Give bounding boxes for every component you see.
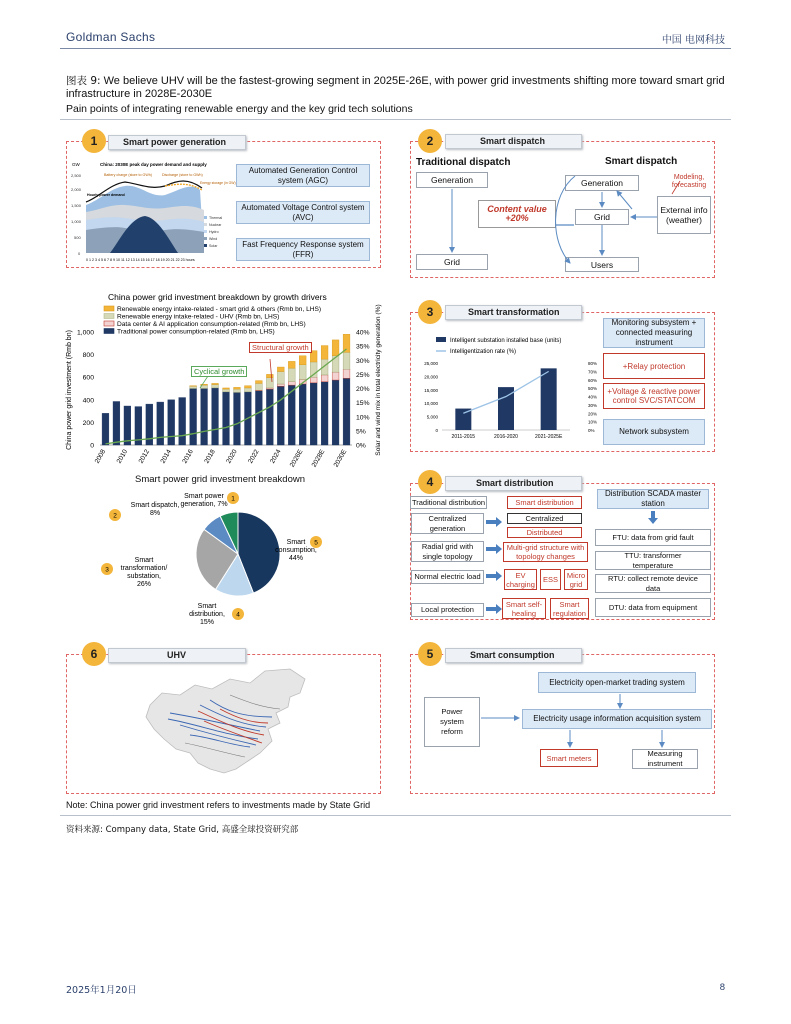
- mini-ann-demand: Hourly power demand: [87, 193, 125, 197]
- bar-segment: [299, 365, 306, 380]
- bar-x-tick: 2008: [93, 448, 108, 465]
- sub-left-tick: 5,000: [426, 414, 438, 420]
- bar-x-tick: 2020: [225, 448, 239, 465]
- bar-segment: [277, 384, 284, 386]
- pie-label-transformation: substation,: [127, 573, 161, 580]
- bar-legend-swatch: [104, 314, 114, 319]
- bar-segment: [299, 356, 306, 365]
- bar-left-tick: 800: [82, 352, 94, 360]
- bar-segment: [255, 391, 262, 445]
- sub-bar: [541, 368, 557, 430]
- bar-segment: [288, 382, 295, 385]
- modeling-forecasting-label: Modeling, forecasting: [671, 174, 707, 189]
- mini-ann-storage: Energy storage (in GW): [200, 181, 236, 185]
- pie-title: Smart power grid investment breakdown: [135, 474, 306, 485]
- bar-right-tick: 15%: [356, 400, 370, 408]
- pie-label-generation: Smart power: [184, 493, 224, 500]
- bar-right-tick: 40%: [356, 329, 370, 337]
- avc-box: Automated Voltage Control system (AVC): [236, 201, 370, 224]
- network-subsystem-box: Network subsystem: [603, 419, 705, 445]
- monitoring-subsystem-box: [603, 318, 705, 348]
- smart-dispatch-title: Smart dispatch: [605, 156, 678, 167]
- ftu-box: FTU: data from grid fault: [595, 529, 711, 546]
- panel-1-title: Smart power generation: [108, 135, 246, 150]
- note-rule: [60, 815, 731, 816]
- bar-legend-swatch: [104, 306, 114, 311]
- dispatch-arrows: [410, 141, 715, 278]
- bar-segment: [321, 382, 328, 445]
- centralized-generation-box: Centralized generation: [411, 513, 484, 534]
- panel-5-title: Smart consumption: [445, 648, 582, 663]
- bar-x-tick: 2018: [203, 448, 217, 465]
- mini-legend: Wind: [209, 237, 218, 241]
- bar-left-tick: 1,000: [76, 329, 94, 337]
- bar-segment: [157, 402, 164, 445]
- panel-4-badge: 4: [418, 470, 442, 494]
- bar-left-axis-label: China power grid investment (Rmb bn): [66, 330, 73, 450]
- bar-segment: [245, 388, 252, 392]
- sub-x-tick: 2016-2020: [494, 434, 518, 440]
- bar-segment: [266, 374, 273, 377]
- sub-legend-bar: [436, 337, 446, 342]
- arrow-icon: [486, 604, 502, 614]
- figure-title: [66, 75, 731, 101]
- bar-segment: [343, 378, 350, 445]
- bar-right-tick: 10%: [356, 414, 370, 422]
- bar-x-tick: 2014: [159, 448, 173, 465]
- monitoring-subsystem-label: Monitoring subsystem + connected measuring instrument: [611, 318, 697, 347]
- sub-x-tick: 2011-2015: [451, 434, 476, 440]
- bar-legend-swatch: [104, 329, 114, 334]
- sub-left-tick: 15,000: [424, 387, 438, 393]
- micro-grid-box: Micro grid: [564, 569, 588, 590]
- distribution-arrows: [410, 483, 715, 623]
- content-value-line1: Content value: [487, 204, 547, 214]
- bar-chart-ann-structural: Structural growth: [249, 342, 312, 353]
- bar-segment: [266, 389, 273, 445]
- sub-right-tick: 30%: [588, 402, 598, 408]
- mini-ytick: 500: [74, 235, 81, 240]
- bar-legend-label: Renewable energy intake-related - smart grid & others (Rmb bn, LHS): [117, 306, 322, 313]
- sub-bar: [455, 409, 471, 430]
- mini-xlabel: 0 1 2 3 4 5 6 7 8 9 10 11 12 13 14 15 16 17 18 19 20 21 22 23 hours: [86, 258, 195, 262]
- dtu-box: DTU: data from equipment: [595, 598, 711, 617]
- bar-left-tick: 600: [82, 374, 94, 382]
- mini-legend: Hydro: [209, 230, 219, 234]
- mini-ytick: 2,500: [71, 173, 82, 178]
- sub-right-tick: 70%: [588, 369, 598, 375]
- svc-statcom-box: +Voltage & reactive power control SVC/STATCOM: [603, 383, 705, 409]
- footer-page: 8: [719, 982, 725, 993]
- bar-segment: [255, 381, 262, 384]
- footer-date: 2025年1月20日: [66, 985, 137, 996]
- pie-label-transformation: Smart: [134, 557, 154, 564]
- bar-segment: [201, 389, 208, 446]
- bar-right-axis-label: Solar and wind mix in total electricity generation (%): [375, 304, 382, 456]
- figure-label: 图表 9:: [66, 75, 101, 87]
- bar-left-tick: 0: [90, 442, 94, 450]
- multi-grid-box: Multi-grid structure with topology changes: [503, 542, 588, 562]
- panel-1-badge: 1: [82, 129, 106, 153]
- bar-segment: [223, 392, 230, 445]
- bar-right-tick: 20%: [356, 386, 370, 393]
- mini-load-chart: [70, 160, 236, 265]
- bar-x-tick: 2028E: [310, 448, 327, 469]
- bar-left-tick: 400: [82, 397, 94, 405]
- pie-label-distribution: 15%: [199, 619, 215, 626]
- smart-regulation-box: Smart regulation: [550, 598, 589, 619]
- smart-grid-box: Grid: [575, 209, 629, 225]
- sub-right-tick: 0%: [588, 428, 595, 433]
- smart-distribution-head: Smart distribution: [507, 496, 582, 509]
- bar-segment: [234, 389, 241, 392]
- china-map-outline: [146, 669, 305, 773]
- local-protection-box: Local protection: [411, 603, 484, 617]
- external-info-box: External info (weather): [657, 196, 711, 234]
- rtu-box: RTU: collect remote device data: [595, 574, 711, 593]
- bar-segment: [190, 386, 197, 388]
- title-rule: [60, 119, 731, 120]
- normal-load-box: Normal electric load: [411, 570, 484, 584]
- pie-badge-label: 2: [113, 512, 117, 520]
- pie-label-consumption: 44%: [288, 555, 304, 562]
- centralized-box: Centralized: [507, 513, 582, 524]
- bar-right-tick: 0%: [356, 442, 366, 450]
- smart-generation-box: Generation: [565, 175, 639, 191]
- traditional-dispatch-title: Traditional dispatch: [416, 157, 511, 168]
- substation-chart: [420, 333, 600, 443]
- ttu-box: TTU: transformer temperature: [595, 551, 711, 570]
- bar-segment: [332, 372, 339, 380]
- panel-3-title: Smart transformation: [445, 305, 582, 320]
- bar-x-tick: 2024: [269, 448, 283, 465]
- bar-segment: [234, 387, 241, 389]
- header-sector: 中国 电网科技: [661, 35, 725, 46]
- bar-right-tick: 35%: [356, 343, 370, 351]
- panel-2-title: Smart dispatch: [445, 134, 582, 149]
- ess-box: ESS: [540, 569, 561, 590]
- ev-charging-box: EV charging: [504, 569, 537, 590]
- grid-investment-bar-chart: [60, 290, 395, 469]
- trad-grid-box: Grid: [416, 254, 488, 270]
- bar-right-tick: 25%: [356, 371, 370, 379]
- sub-legend-line-label: Intelligentization rate (%): [450, 349, 517, 355]
- bar-segment: [255, 383, 262, 390]
- mini-ann-discharge: Discharge (store to GWh): [162, 173, 203, 177]
- pie-label-distribution: distribution,: [189, 611, 225, 618]
- mini-legend: Thermal: [209, 216, 223, 220]
- arrow-icon: [486, 571, 502, 581]
- bar-segment: [277, 386, 284, 445]
- bar-segment: [299, 384, 306, 445]
- bar-legend-label: Data center & AI application consumption-related (Rmb bn, LHS): [117, 321, 306, 328]
- relay-protection-box: +Relay protection: [603, 353, 705, 379]
- pie-label-transformation: transformation/: [120, 565, 168, 572]
- bar-segment: [310, 377, 317, 383]
- trading-system-box: Electricity open-market trading system: [538, 672, 696, 693]
- bar-segment: [343, 369, 350, 378]
- bar-segment: [332, 380, 339, 445]
- bar-segment: [190, 389, 197, 446]
- bar-x-tick: 2010: [115, 448, 130, 465]
- pie-label-transformation: 26%: [136, 581, 152, 588]
- sub-right-tick: 80%: [588, 361, 598, 366]
- trad-distribution-head: Traditional distribution: [410, 496, 487, 509]
- mini-unit: GW: [72, 162, 80, 167]
- scada-master-box: Distribution SCADA master station: [597, 489, 709, 509]
- figure-subtitle: Pain points of integrating renewable energy and the key grid tech solutions: [66, 103, 413, 115]
- arrow-icon: [486, 517, 502, 527]
- sub-x-tick: 2021-2025E: [535, 434, 563, 440]
- bar-segment: [277, 367, 284, 372]
- sub-right-tick: 10%: [588, 419, 598, 425]
- sub-left-tick: 0: [435, 428, 438, 433]
- bar-segment: [288, 368, 295, 382]
- mini-ytick: 1,000: [71, 219, 82, 224]
- figure-note: Note: China power grid investment refers to investments made by State Grid: [66, 800, 371, 810]
- pie-badge-label: 5: [314, 539, 318, 547]
- bar-segment: [212, 385, 219, 388]
- panel-6-title: UHV: [108, 648, 246, 663]
- bar-segment: [332, 340, 339, 356]
- mini-ann-charge: Battery charge (store to GWh): [104, 173, 152, 177]
- figure-source: 资料来源: Company data, State Grid, 高盛全球投资研究部: [66, 825, 299, 835]
- bar-right-tick: 5%: [356, 428, 366, 436]
- measuring-instrument-box: Measuring instrument: [632, 749, 698, 769]
- bar-left-tick: 200: [82, 419, 94, 427]
- arrow-icon: [486, 544, 502, 554]
- agc-box: Automated Generation Control system (AGC): [236, 164, 370, 187]
- power-system-reform-box: Power system reform: [424, 697, 480, 747]
- bar-legend-label: Renewable energy intake-related - UHV (Rmb bn, LHS): [117, 313, 280, 321]
- pie-label-dispatch: Smart dispatch,: [130, 502, 180, 509]
- trad-generation-box: Generation: [416, 172, 488, 188]
- uhv-china-map: [140, 665, 315, 790]
- bar-segment: [234, 392, 241, 445]
- radial-grid-box: Radial grid with single topology: [411, 541, 484, 562]
- sub-left-tick: 20,000: [424, 374, 438, 380]
- acquisition-system-box: Electricity usage information acquisition system: [522, 709, 712, 729]
- bar-x-tick: 2030E: [332, 448, 349, 469]
- sub-right-tick: 40%: [588, 394, 598, 400]
- mini-legend: Nuclear: [209, 223, 222, 227]
- bar-segment: [288, 361, 295, 368]
- sub-right-tick: 50%: [588, 386, 598, 392]
- pie-label-distribution: Smart: [197, 603, 217, 610]
- bar-x-tick: 2022: [247, 448, 261, 465]
- bar-segment: [321, 346, 328, 360]
- pie-badge-label: 1: [231, 495, 235, 503]
- smart-grid-pie-chart: [60, 490, 390, 630]
- bar-segment: [310, 383, 317, 445]
- bar-right-tick: 30%: [356, 357, 370, 365]
- sub-left-tick: 25,000: [424, 361, 438, 366]
- bar-segment: [190, 386, 197, 387]
- mini-ytick: 1,500: [71, 203, 82, 208]
- figure-title-text: We believe UHV will be the fastest-growing segment in 2025E-26E, with power grid investments shifting more toward smart grid infrastructure in 2028E-2030E: [66, 75, 725, 100]
- pie-label-consumption: consumption,: [275, 547, 317, 554]
- bar-segment: [124, 406, 131, 445]
- sub-right-tick: 20%: [588, 411, 598, 417]
- panel-6-badge: 6: [82, 642, 106, 666]
- sub-right-tick: 60%: [588, 377, 598, 383]
- bar-x-tick: 2012: [137, 448, 152, 465]
- mini-title: China: 2030E peak day power demand and supply: [100, 162, 207, 167]
- pie-label-dispatch: 8%: [149, 510, 161, 517]
- pie-label-generation: generation, 7%: [180, 501, 228, 508]
- bar-segment: [212, 383, 219, 384]
- bar-segment: [223, 389, 230, 392]
- bar-segment: [113, 401, 120, 445]
- bar-x-tick: 2016: [181, 448, 195, 465]
- bar-chart-ann-cyclical: Cyclical growth: [191, 366, 247, 377]
- sub-left-tick: 10,000: [424, 401, 438, 407]
- bar-segment: [223, 388, 230, 389]
- bar-segment: [245, 386, 252, 388]
- panel-2-badge: 2: [418, 129, 442, 153]
- brand-name: Goldman Sachs: [66, 30, 156, 44]
- bar-legend-label: Traditional power consumption-related (Rmb bn, LHS): [117, 328, 275, 336]
- panel-4-title: Smart distribution: [445, 476, 582, 491]
- bar-chart-title: China power grid investment breakdown by growth drivers: [108, 292, 327, 302]
- panel-5-badge: 5: [418, 642, 442, 666]
- mini-ytick: 0: [78, 251, 81, 256]
- consumption-arrows: [410, 654, 715, 794]
- panel-3-badge: 3: [418, 300, 442, 324]
- bar-x-tick: 2026E: [288, 448, 305, 469]
- bar-segment: [102, 413, 109, 445]
- bar-segment: [266, 378, 273, 388]
- mini-legend: Solar: [209, 244, 218, 248]
- mini-ytick: 2,000: [71, 187, 82, 192]
- bar-legend-swatch: [104, 321, 114, 326]
- header-rule: [60, 48, 731, 49]
- bar-segment: [179, 398, 186, 445]
- pie-label-consumption: Smart: [286, 539, 306, 546]
- smart-self-healing-box: Smart self-healing: [502, 598, 546, 619]
- pie-badge-label: 4: [236, 611, 240, 619]
- pie-badge-label: 3: [105, 566, 109, 574]
- content-value-line2: +20%: [505, 213, 529, 223]
- sub-legend-bar-label: Intelligent substation installed base (units): [450, 338, 562, 344]
- smart-meters-box: Smart meters: [540, 749, 598, 767]
- bar-segment: [168, 400, 175, 445]
- ffr-box: Fast Frequency Response system (FFR): [236, 238, 370, 261]
- users-box: Users: [565, 257, 639, 272]
- bar-segment: [321, 375, 328, 382]
- bar-segment: [212, 388, 219, 445]
- bar-segment: [277, 372, 284, 384]
- bar-segment: [343, 352, 350, 369]
- distributed-box: Distributed: [507, 527, 582, 538]
- bar-segment: [288, 385, 295, 445]
- arrow-icon: [648, 511, 658, 524]
